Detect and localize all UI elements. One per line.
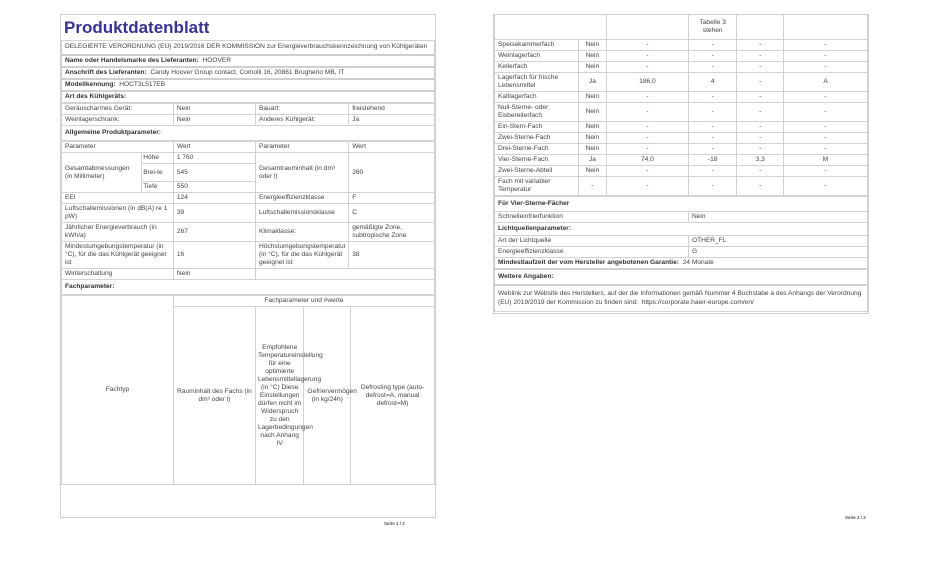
empty-cell	[495, 15, 607, 39]
energy-class-label: Energieeffizienzklasse	[255, 193, 348, 204]
header-continuation: Tabelle 3 stehen	[688, 15, 736, 39]
supplier-address-label: Anschrift des Lieferanten:	[65, 69, 147, 76]
compartment-volume: -	[606, 143, 688, 154]
empty-cell	[737, 15, 784, 39]
climate-value: gemäßigte Zone, subtropische Zone	[349, 223, 435, 242]
compartment-row	[495, 50, 868, 61]
compartment-temp: -	[688, 132, 736, 143]
compartment-volume: -	[606, 50, 688, 61]
compartment-present: Nein	[578, 121, 606, 132]
compartment-present: Nein	[578, 39, 606, 50]
compartment-defrost: -	[784, 61, 868, 72]
compartment-heading: Fachparameter:	[62, 280, 435, 295]
energy-class-value: F	[349, 193, 435, 204]
further-heading: Weitere Angaben:	[495, 269, 868, 285]
datasheet-page-1	[60, 14, 436, 518]
depth-label: Tiefe	[142, 182, 174, 193]
max-temp-label: Höchstumgebungstemperatur (in °C), für die das Kühlgerät geeignet ist	[255, 242, 348, 269]
quick-freeze-value: Nein	[688, 211, 867, 222]
general-heading: Allgemeine Produktparameter:	[62, 126, 435, 141]
compartment-freezing: -	[737, 102, 784, 121]
compartment-present: Nein	[578, 143, 606, 154]
max-temp-value: 38	[349, 242, 435, 269]
freezing-header: Gefriervermögen (in kg/24h)	[304, 307, 351, 485]
fach-group-header: Fachparameter und #werte	[173, 296, 434, 307]
general-params-table	[61, 141, 435, 295]
compartment-temp: -	[688, 91, 736, 102]
width-label: Brei-te	[142, 164, 174, 182]
compartment-row	[495, 61, 868, 72]
compartment-table	[494, 15, 868, 196]
col-param-header-2: Parameter	[255, 142, 348, 153]
dimensions-label: Gesamtabmessungen (in Millimeter)	[62, 153, 142, 193]
warranty-label: Mindestlaufzeit der vom Hersteller angebotenen Garantie:	[498, 258, 680, 266]
compartment-freezing: -	[737, 121, 784, 132]
compartment-defrost: -	[784, 102, 868, 121]
compartment-type: Weinlagerfach	[495, 50, 579, 61]
light-class-value: G	[688, 246, 867, 257]
compartment-temp: 4	[688, 72, 736, 91]
compartment-defrost: A	[784, 72, 868, 91]
compartment-temp: -	[688, 102, 736, 121]
noise-label: Luftschallemissionen (in dB(A) re 1 pW)	[62, 204, 174, 223]
compartment-freezing: -	[737, 143, 784, 154]
compartment-row	[495, 154, 868, 165]
compartment-type: Ein-Stern-Fach	[495, 121, 579, 132]
compartment-freezing: -	[737, 132, 784, 143]
compartment-volume: -	[606, 39, 688, 50]
min-temp-label: Mindestumgebungstemperatur (in °C), für die das Kühlgerät geeignet ist	[62, 242, 174, 269]
total-volume-value: 260	[349, 153, 435, 193]
climate-label: Klimaklasse:	[255, 223, 348, 242]
compartment-row	[495, 176, 868, 195]
compartment-type: Kaltlagerfach	[495, 91, 579, 102]
compartment-row	[495, 39, 868, 50]
annual-energy-label: Jährlicher Energieverbrauch (in kWh/a)	[62, 223, 174, 242]
light-type-label: Art der Lichtquelle	[495, 235, 689, 246]
wine-value: Nein	[173, 115, 255, 126]
compartment-defrost: -	[784, 176, 868, 195]
compartment-type: Lagerfach für frische Lebensmittel	[495, 72, 579, 91]
design-label: Bauart:	[255, 104, 348, 115]
compartment-volume: -	[606, 176, 688, 195]
compartment-freezing: 3,3	[737, 154, 784, 165]
compartment-defrost: -	[784, 165, 868, 176]
low-noise-label: Geräuscharmes Gerät:	[62, 104, 174, 115]
compartment-volume: -	[606, 102, 688, 121]
quick-freeze-label: Schnelleinfrierfunktion	[495, 211, 689, 222]
compartment-row	[495, 143, 868, 154]
design-value: freistehend	[349, 104, 435, 115]
compartment-volume: -	[606, 132, 688, 143]
four-star-heading: Für Vier-Sterne-Fächer	[495, 196, 868, 211]
total-volume-label: Gesamtrauminhalt (in dm³ oder l)	[255, 153, 348, 193]
other-value: Ja	[349, 115, 435, 126]
appliance-type-heading: Art des Kühlgeräts:	[62, 91, 435, 103]
compartment-defrost: M	[784, 154, 868, 165]
other-label: Anderes Kühlgerät:	[255, 115, 348, 126]
warranty-row	[495, 257, 868, 269]
empty-cell	[255, 269, 434, 280]
compartment-present: Nein	[578, 102, 606, 121]
weblink-row	[495, 285, 868, 312]
col-value-header-2: Wert	[349, 142, 435, 153]
compartment-present: Nein	[578, 132, 606, 143]
compartment-temp: -18	[688, 154, 736, 165]
supplier-name-row	[62, 55, 435, 67]
compartment-temp: -	[688, 50, 736, 61]
compartment-row	[495, 91, 868, 102]
compartment-row	[495, 72, 868, 91]
compartment-temp: -	[688, 143, 736, 154]
compartment-volume: 186,0	[606, 72, 688, 91]
weblink-url[interactable]: https://corporate.haier-europe.com/en/	[641, 298, 754, 306]
compartment-type: Vier-Sterne-Fach	[495, 154, 579, 165]
weblink-text: Weblink zur Website des Herstellers, auf der die Informationen gemäß Nummer 4 Buchstabe a des Anhangs der Verordnung (EU) 2019/2019 der Kommission zu finden sind:	[498, 289, 862, 306]
compartment-defrost: -	[784, 121, 868, 132]
model-value: HOCT3L517EB	[119, 81, 166, 88]
noise-class-value: C	[349, 204, 435, 223]
height-value: 1 760	[173, 153, 255, 164]
page-number-1: Seite 1 / 2	[384, 521, 405, 526]
compartment-defrost: -	[784, 50, 868, 61]
light-type-value: OTHER_FL	[688, 235, 867, 246]
compartment-volume: -	[606, 121, 688, 132]
compartment-volume: -	[606, 165, 688, 176]
compartment-temp: -	[688, 61, 736, 72]
compartment-row	[495, 102, 868, 121]
compartment-type: Drei-Sterne-Fach	[495, 143, 579, 154]
compartment-present: Nein	[578, 165, 606, 176]
compartment-row	[495, 132, 868, 143]
empty-cell	[606, 15, 688, 39]
header-table	[61, 40, 435, 103]
wine-label: Weinlagerschrank:	[62, 115, 174, 126]
compartment-present: Nein	[578, 61, 606, 72]
warranty-value: 24 Monate	[682, 258, 714, 266]
compartment-present: Nein	[578, 50, 606, 61]
defrost-header: Defrosting type (auto-defrost=A, manual defrost=M)	[351, 307, 435, 485]
compartment-temp: -	[688, 176, 736, 195]
compartment-defrost: -	[784, 132, 868, 143]
compartment-temp: -	[688, 39, 736, 50]
model-row	[62, 79, 435, 91]
noise-value: 39	[173, 204, 255, 223]
compartment-freezing: -	[737, 50, 784, 61]
noise-class-label: Luftschallemissionsklasse	[255, 204, 348, 223]
min-temp-value: 16	[173, 242, 255, 269]
eei-value: 124	[173, 193, 255, 204]
compartment-present: -	[578, 176, 606, 195]
regulation-text: DELEGIERTE VERORDNUNG (EU) 2019/2016 DER KOMMISSION zur Energieverbrauchskennzeichnung von Kühlgeräten	[62, 41, 435, 56]
compartment-freezing: -	[737, 61, 784, 72]
datasheet-page-2	[493, 14, 869, 314]
compartment-type: Null-Sterne- oder Eisbereiterfach	[495, 102, 579, 121]
compartment-volume: -	[606, 61, 688, 72]
compartment-volume: -	[606, 91, 688, 102]
volume-header: Rauminhalt des Fachs (in dm³ oder l)	[173, 307, 255, 485]
compartment-present: Ja	[578, 72, 606, 91]
supplier-address-value: Candy Hoover Group contact, Comolli 16, 20861 Brugherio MB, IT	[150, 69, 345, 76]
temp-header: Empfohlene Temperatureinstellung für eine optimierte Lebensmittellagerung (in °C) Diese Einstellungen dürfen nicht im Widerspruch zu den Lagerbedingungen nach Anhang IV	[255, 307, 303, 485]
compartment-freezing: -	[737, 72, 784, 91]
depth-value: 550	[173, 182, 255, 193]
extra-params-table	[494, 196, 868, 312]
light-class-label: Energieeffizienzklasse	[495, 246, 689, 257]
compartment-present: Nein	[578, 91, 606, 102]
compartment-freezing: -	[737, 165, 784, 176]
fachtyp-header: Fachtyp	[62, 296, 174, 485]
compartment-temp: -	[688, 121, 736, 132]
compartment-defrost: -	[784, 143, 868, 154]
winter-value: Nein	[173, 269, 255, 280]
page-title: Produktdatenblatt	[64, 18, 210, 37]
compartment-type: Fach mit variabler Temperatur	[495, 176, 579, 195]
compartment-freezing: -	[737, 176, 784, 195]
compartment-volume: 74,0	[606, 154, 688, 165]
height-label: Höhe	[142, 153, 174, 164]
supplier-name-value: HOOVER	[202, 57, 232, 64]
compartment-type: Zwei-Sterne-Fach	[495, 132, 579, 143]
col-param-header: Parameter	[62, 142, 174, 153]
appliance-type-table	[61, 103, 435, 141]
compartment-type: Speisekammerfach	[495, 39, 579, 50]
page-number-2: Seite 2 / 2	[845, 515, 866, 520]
model-label: Modellkennung:	[65, 81, 116, 88]
compartment-type: Kellerfach	[495, 61, 579, 72]
light-heading: Lichtquellenparameter:	[495, 222, 868, 235]
compartment-freezing: -	[737, 91, 784, 102]
low-noise-value: Nein	[173, 104, 255, 115]
compartment-defrost: -	[784, 39, 868, 50]
supplier-address-row	[62, 67, 435, 79]
annual-energy-value: 267	[173, 223, 255, 242]
width-value: 545	[173, 164, 255, 182]
compartment-row	[495, 121, 868, 132]
compartment-present: Ja	[578, 154, 606, 165]
col-value-header: Wert	[173, 142, 255, 153]
empty-cell	[784, 15, 868, 39]
compartment-type: Zwei-Sterne-Abteil	[495, 165, 579, 176]
compartment-freezing: -	[737, 39, 784, 50]
compartment-defrost: -	[784, 91, 868, 102]
eei-label: EEI	[62, 193, 174, 204]
winter-label: Winterschaltung	[62, 269, 174, 280]
supplier-name-label: Name oder Handelsmarke des Lieferanten:	[65, 57, 199, 64]
compartment-header-table	[61, 295, 435, 485]
compartment-temp: -	[688, 165, 736, 176]
compartment-row	[495, 165, 868, 176]
